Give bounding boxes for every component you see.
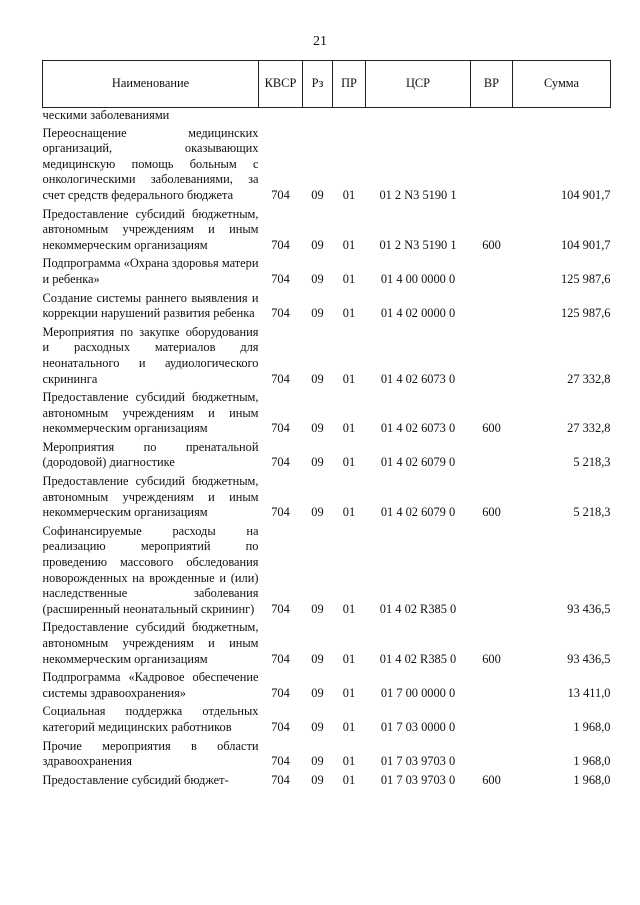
cell-csr: 01 4 02 R385 0 [379, 651, 457, 666]
cell-csr: 01 4 02 6073 0 [380, 371, 456, 386]
cell-vr [471, 256, 513, 290]
cell-sum: 27 332,8 [567, 371, 611, 386]
cell-kvsr: 704 [271, 271, 290, 286]
cell-vr [471, 291, 513, 325]
header-pr: ПР [333, 61, 366, 108]
cell-sum: 5 218,3 [573, 505, 611, 520]
header-kvsr: КВСР [259, 61, 303, 108]
table-row [43, 325, 611, 390]
cell-pr: 01 [342, 187, 356, 202]
table-row [43, 620, 611, 670]
cell-sum: 104 901,7 [560, 237, 611, 252]
cell-vr [471, 739, 513, 773]
cell-kvsr: 704 [271, 306, 290, 321]
cell-kvsr: 704 [271, 601, 290, 616]
cell-pr: 01 [342, 237, 356, 252]
cell-csr: 01 2 N3 5190 1 [379, 237, 457, 252]
cell-rz: 09 [311, 187, 324, 202]
table-row [43, 291, 611, 325]
cell-csr: 01 7 00 0000 0 [380, 685, 456, 700]
cell-pr: 01 [342, 719, 356, 734]
cell-name: Мероприятия по закупке оборудования и расходных материалов для неонатального и аудиологического скрининга [42, 324, 259, 386]
table-row [43, 773, 611, 792]
header-vr: ВР [471, 61, 513, 108]
cell-sum: 125 987,6 [560, 306, 611, 321]
cell-sum: 5 218,3 [573, 455, 611, 470]
cell-sum: 1 968,0 [573, 754, 611, 769]
cell-rz: 09 [311, 371, 324, 386]
cell-name: Софинансируемые расходы на реализацию мероприятий по проведению массового обследования новорожденных на врожденные и (или) наследственные заболевания (расширенный неонатальный скрининг) [42, 523, 259, 616]
cell-pr: 01 [342, 772, 356, 787]
cell-vr: 600 [482, 505, 501, 520]
cell-kvsr: 704 [271, 455, 290, 470]
cell-csr: 01 4 02 6079 0 [380, 505, 456, 520]
cell-csr: 01 7 03 0000 0 [380, 719, 456, 734]
cell-csr: 01 4 00 0000 0 [380, 271, 456, 286]
cell-pr: 01 [342, 455, 356, 470]
cell-sum: 93 436,5 [567, 651, 611, 666]
cell-sum: 125 987,6 [560, 271, 611, 286]
cell-rz: 09 [311, 306, 324, 321]
table-row [43, 256, 611, 290]
cell-name: Переоснащение медицинских организаций, оказывающих медицинскую помощь больным с онкологическими заболеваниями, за счет средств федерального бюджета [42, 125, 259, 202]
table-row [43, 126, 611, 207]
cell-sum: 93 436,5 [567, 601, 611, 616]
cell-name: Предоставление субсидий бюджетным, автономным учреждениям и иным некоммерческим организациям [42, 390, 259, 436]
cell-name: Подпрограмма «Кадровое обеспечение системы здравоохранения» [42, 670, 259, 700]
cell-pr: 01 [342, 754, 356, 769]
header-sum: Сумма [513, 61, 611, 108]
cell-sum: 1 968,0 [573, 772, 611, 787]
cell-sum: 27 332,8 [567, 421, 611, 436]
cell-rz: 09 [311, 719, 324, 734]
cell-csr: 01 4 02 0000 0 [380, 306, 456, 321]
cell-rz: 09 [311, 651, 324, 666]
cell-kvsr: 704 [271, 421, 290, 436]
table-row [43, 390, 611, 440]
continuation-text: ческими заболеваниями [42, 108, 170, 122]
cell-kvsr: 704 [271, 237, 290, 252]
cell-csr: 01 4 02 6073 0 [380, 421, 456, 436]
cell-csr: 01 4 02 R385 0 [379, 601, 457, 616]
cell-name: Мероприятия по пренатальной (дородовой) диагностике [42, 439, 259, 470]
cell-kvsr: 704 [271, 651, 290, 666]
cell-csr: 01 4 02 6079 0 [380, 455, 456, 470]
cell-rz: 09 [311, 455, 324, 470]
cell-pr: 01 [342, 601, 356, 616]
cell-vr [471, 325, 513, 390]
budget-table [42, 60, 611, 791]
header-csr: ЦСР [366, 61, 471, 108]
cell-vr: 600 [482, 772, 501, 787]
cell-rz: 09 [311, 505, 324, 520]
cell-kvsr: 704 [271, 685, 290, 700]
header-rz: Рз [303, 61, 333, 108]
cell-csr: 01 2 N3 5190 1 [379, 187, 457, 202]
table-row [43, 670, 611, 704]
table-row [43, 207, 611, 257]
cell-sum: 13 411,0 [567, 685, 611, 700]
cell-vr [471, 524, 513, 621]
cell-vr [471, 670, 513, 704]
cell-pr: 01 [342, 371, 356, 386]
cell-name: Предоставление субсидий бюджетным, автономным учреждениям и иным некоммерческим организациям [42, 620, 259, 666]
cell-pr: 01 [342, 421, 356, 436]
page-number: 21 [313, 34, 327, 49]
cell-kvsr: 704 [271, 505, 290, 520]
table-row [43, 739, 611, 773]
cell-rz: 09 [311, 754, 324, 769]
cell-name: Предоставление субсидий бюджетным, автономным учреждениям и иным некоммерческим организациям [42, 206, 259, 252]
cell-kvsr: 704 [271, 772, 290, 787]
continuation-row [43, 108, 611, 126]
cell-pr: 01 [342, 271, 356, 286]
cell-vr: 600 [482, 651, 501, 666]
header-name: Наименование [43, 61, 259, 108]
cell-kvsr: 704 [271, 719, 290, 734]
cell-pr: 01 [342, 685, 356, 700]
cell-sum: 1 968,0 [573, 719, 611, 734]
cell-kvsr: 704 [271, 187, 290, 202]
cell-name: Создание системы раннего выявления и коррекции нарушений развития ребенка [42, 290, 259, 321]
cell-vr: 600 [482, 237, 501, 252]
table-row [43, 440, 611, 474]
cell-csr: 01 7 03 9703 0 [380, 754, 456, 769]
table-row [43, 524, 611, 621]
cell-sum: 104 901,7 [560, 187, 611, 202]
cell-name: Подпрограмма «Охрана здоровья матери и ребенка» [42, 256, 259, 286]
cell-rz: 09 [311, 772, 324, 787]
cell-vr [471, 440, 513, 474]
cell-vr: 600 [482, 421, 501, 436]
cell-csr: 01 7 03 9703 0 [380, 772, 456, 787]
cell-pr: 01 [342, 651, 356, 666]
cell-name: Предоставление субсидий бюджет- [42, 772, 229, 787]
cell-pr: 01 [342, 505, 356, 520]
cell-rz: 09 [311, 685, 324, 700]
cell-name: Прочие мероприятия в области здравоохранения [42, 738, 259, 769]
table-header-row [43, 61, 611, 108]
cell-vr [471, 126, 513, 207]
cell-rz: 09 [311, 421, 324, 436]
table-row [43, 474, 611, 524]
table-row [43, 704, 611, 738]
cell-kvsr: 704 [271, 754, 290, 769]
cell-pr: 01 [342, 306, 356, 321]
cell-rz: 09 [311, 237, 324, 252]
cell-vr [471, 704, 513, 738]
cell-rz: 09 [311, 271, 324, 286]
cell-name: Социальная поддержка отдельных категорий медицинских работников [42, 704, 259, 734]
cell-kvsr: 704 [271, 371, 290, 386]
cell-name: Предоставление субсидий бюджетным, автономным учреждениям и иным некоммерческим организациям [42, 474, 259, 520]
cell-rz: 09 [311, 601, 324, 616]
